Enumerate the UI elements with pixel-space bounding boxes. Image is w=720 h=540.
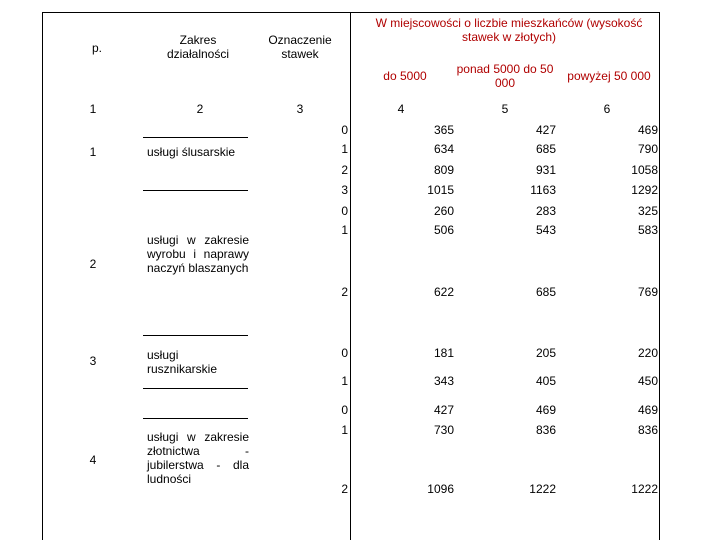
colnum-2: 2: [196, 102, 204, 116]
group-lp: 1: [89, 145, 97, 159]
rate-ponad-5000: 543: [535, 223, 556, 237]
row-divider-1: [143, 137, 248, 138]
rate-ponad-5000: 469: [535, 403, 556, 417]
rate-code: 2: [341, 163, 348, 177]
group-lp: 3: [89, 354, 97, 368]
colnum-5: 5: [501, 102, 509, 116]
rate-code: 0: [341, 403, 348, 417]
rate-ponad-5000: 1222: [529, 482, 556, 496]
header-lp: p.: [91, 41, 102, 55]
rate-ponad-5000: 405: [535, 374, 556, 388]
rate-do-5000: 1015: [427, 183, 454, 197]
rate-ponad-5000: 1163: [530, 183, 556, 197]
colnum-4: 4: [397, 102, 405, 116]
colnum-1: 1: [89, 102, 97, 116]
rate-do-5000: 622: [433, 285, 454, 299]
rate-ponad-5000: 205: [535, 346, 556, 360]
rate-powyzej-50000: 1292: [631, 183, 658, 197]
group-name: usługi w zakresie złotnictwa - jubilerstwa - dla ludności: [147, 430, 249, 486]
rate-powyzej-50000: 469: [637, 123, 658, 137]
rate-code: 3: [341, 183, 348, 197]
row-divider-2: [143, 190, 248, 191]
rate-powyzej-50000: 769: [637, 285, 658, 299]
rate-code: 2: [341, 482, 348, 496]
row-divider-5: [143, 418, 248, 419]
column-divider-codes: [350, 12, 351, 540]
rate-powyzej-50000: 325: [637, 204, 658, 218]
rate-do-5000: 181: [433, 346, 454, 360]
rate-do-5000: 260: [433, 204, 454, 218]
rate-ponad-5000: 427: [535, 123, 556, 137]
rate-do-5000: 365: [433, 123, 454, 137]
row-divider-4: [143, 388, 248, 389]
rate-ponad-5000: 685: [535, 285, 556, 299]
rates-table: [42, 12, 660, 540]
rate-code: 1: [341, 423, 348, 437]
rate-powyzej-50000: 1222: [631, 482, 658, 496]
rate-ponad-5000: 685: [535, 142, 556, 156]
rate-do-5000: 343: [433, 374, 454, 388]
rate-ponad-5000: 836: [535, 423, 556, 437]
rate-powyzej-50000: 469: [637, 403, 658, 417]
header-zakres: Zakres działalności: [166, 33, 230, 61]
header-oznaczenie: Oznaczenie stawek: [268, 33, 332, 61]
rate-ponad-5000: 283: [535, 204, 556, 218]
table-border-left: [42, 12, 43, 540]
rate-powyzej-50000: 450: [637, 374, 658, 388]
group-name: usługi ślusarskie: [147, 145, 236, 159]
colnum-3: 3: [296, 102, 304, 116]
header-powyzej-50000: powyżej 50 000: [567, 69, 651, 83]
rate-ponad-5000: 931: [535, 163, 556, 177]
rate-powyzej-50000: 836: [637, 423, 658, 437]
rate-code: 1: [341, 374, 348, 388]
rate-code: 0: [341, 204, 348, 218]
rate-do-5000: 427: [433, 403, 454, 417]
group-lp: 4: [89, 453, 97, 467]
rate-code: 0: [341, 346, 348, 360]
rate-do-5000: 809: [433, 163, 454, 177]
rate-powyzej-50000: 790: [637, 142, 658, 156]
group-lp: 2: [89, 257, 97, 271]
table-border-right: [659, 12, 660, 540]
rate-code: 2: [341, 285, 348, 299]
colnum-6: 6: [603, 102, 611, 116]
group-name: usługi w zakresie wyrobu i naprawy naczyń blaszanych: [147, 233, 249, 275]
rate-do-5000: 634: [433, 142, 454, 156]
rate-do-5000: 506: [433, 223, 454, 237]
rate-powyzej-50000: 220: [637, 346, 658, 360]
table-border-top: [42, 12, 660, 13]
rate-do-5000: 1096: [427, 482, 454, 496]
header-ponad-5000: ponad 5000 do 50 000: [456, 62, 554, 90]
rate-code: 1: [341, 223, 348, 237]
header-miejscowosc: W miejscowości o liczbie mieszkańców (wysokość stawek w złotych): [375, 16, 643, 44]
row-divider-3: [143, 335, 248, 336]
rate-powyzej-50000: 583: [637, 223, 658, 237]
rate-code: 1: [341, 142, 348, 156]
rate-code: 0: [341, 123, 348, 137]
group-name: usługi rusznikarskie: [147, 348, 218, 376]
rate-do-5000: 730: [433, 423, 454, 437]
rate-powyzej-50000: 1058: [631, 163, 658, 177]
header-do-5000: do 5000: [383, 69, 427, 83]
